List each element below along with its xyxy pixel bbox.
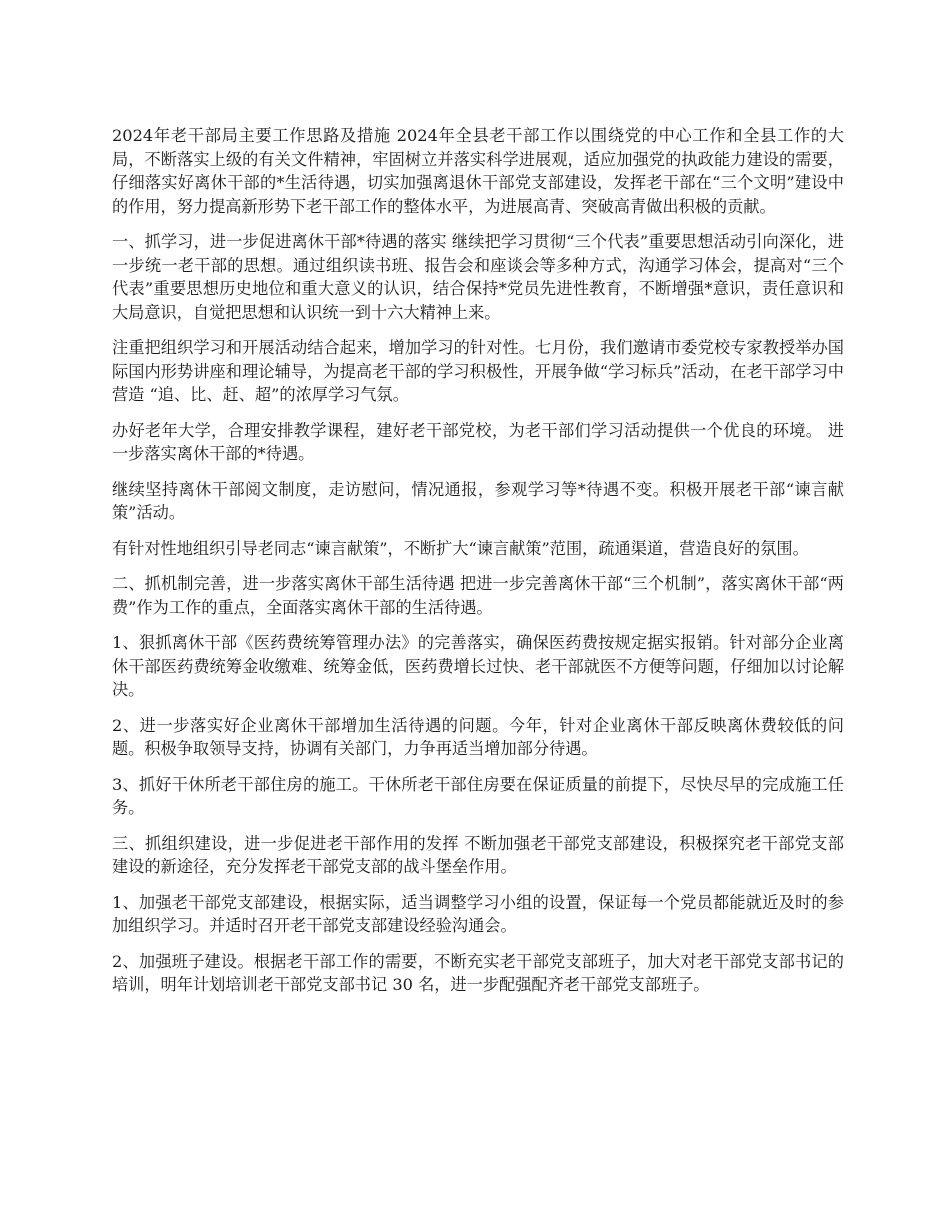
- paragraph-item-2-3: 3、抓好干休所老干部住房的施工。干休所老干部住房要在保证质量的前提下，尽快尽早的完成施工任务。: [112, 774, 844, 817]
- paragraph-item-3-2: 2、加强班子建设。根据老干部工作的需要，不断充实老干部党支部班子，加大对老干部党支部书记的培训，明年计划培训老干部党支部书记 30 名，进一步配强配齐老干部党支部班子。: [112, 951, 844, 994]
- paragraph-section-1: 一、抓学习，进一步促进离休干部*待遇的落实 继续把学习贯彻“三个代表”重要思想活动引向深化，进一步统一老干部的思想。通过组织读书班、报告会和座谈会等多种方式，沟通学习体会，提高对“三个代表”重要思想历史地位和重大意义的认识，结合保持*党员先进性教育，不断增强*意识，责任意识和大局意识，自觉把思想和认识统一到十六大精神上来。: [112, 232, 844, 322]
- paragraph-section-2: 二、抓机制完善，进一步落实离休干部生活待遇 把进一步完善离休干部“三个机制”，落实离休干部“两费”作为工作的重点，全面落实离休干部的生活待遇。: [112, 574, 844, 617]
- paragraph-item-3-1: 1、加强老干部党支部建设，根据实际，适当调整学习小组的设置，保证每一个党员都能就近及时的参加组织学习。并适时召开老干部党支部建设经验沟通会。: [112, 892, 844, 935]
- paragraph-item-2-1: 1、狠抓离休干部《医药费统筹管理办法》的完善落实，确保医药费按规定据实报销。针对部分企业离休干部医药费统筹金收缴难、统筹金低，医药费增长过快、老干部就医不方便等问题，仔细加以讨论解决。: [112, 633, 844, 699]
- paragraph-study-activities: 注重把组织学习和开展活动结合起来，增加学习的针对性。七月份，我们邀请市委党校专家教授举办国际国内形势讲座和理论辅导，为提高老干部的学习积极性，开展争做“学习标兵”活动，在老干部学习中营造 “追、比、赶、超”的浓厚学习气氛。: [112, 338, 844, 404]
- paragraph-advice-guidance: 有针对性地组织引导老同志“谏言献策”，不断扩大“谏言献策”范围，疏通渠道，营造良好的氛围。: [112, 538, 809, 558]
- paragraph-reading-system: 继续坚持离休干部阅文制度，走访慰问，情况通报，参观学习等*待遇不变。积极开展老干部“谏言献策”活动。: [112, 479, 844, 522]
- paragraph-intro: 2024年老干部局主要工作思路及措施 2024年全县老干部工作以围绕党的中心工作和全县工作的大局，不断落实上级的有关文件精神，牢固树立并落实科学进展观，适应加强党的执政能力建设的需要，仔细落实好离休干部的*生活待遇，切实加强离退休干部党支部建设，发挥老干部在“三个文明”建设中的作用，努力提高新形势下老干部工作的整体水平，为进展高青、突破高青做出积极的贡献。: [112, 126, 844, 216]
- document-body: [112, 124, 844, 1009]
- paragraph-senior-university: 办好老年大学，合理安排教学课程，建好老干部党校，为老干部们学习活动提供一个优良的环境。 进一步落实离休干部的*待遇。: [112, 420, 844, 463]
- paragraph-item-2-2: 2、进一步落实好企业离休干部增加生活待遇的问题。今年，针对企业离休干部反映离休费较低的问题。积极争取领导支持，协调有关部门，力争再适当增加部分待遇。: [112, 715, 844, 758]
- paragraph-section-3: 三、抓组织建设，进一步促进老干部作用的发挥 不断加强老干部党支部建设，积极探究老干部党支部建设的新途径，充分发挥老干部党支部的战斗堡垒作用。: [112, 833, 844, 876]
